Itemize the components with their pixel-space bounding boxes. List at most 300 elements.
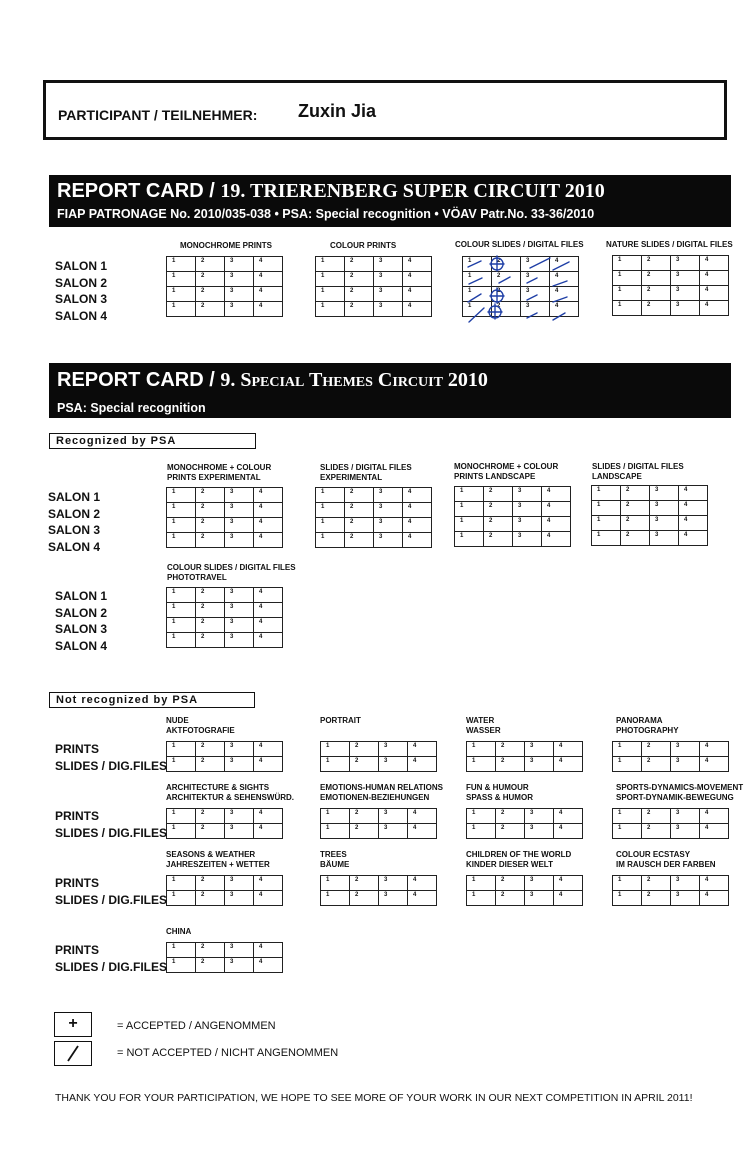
grid-cell: 4 [254, 943, 283, 958]
grid-cell: 1 [316, 488, 345, 503]
grid-cell: 1 [167, 876, 196, 891]
grid-row [316, 503, 432, 518]
grid-row [167, 876, 283, 891]
theme-title [320, 783, 443, 802]
salon-label: SALON 1 [48, 490, 101, 504]
report-2-salon-labels [48, 489, 100, 555]
participant-name: Zuxin Jia [298, 101, 377, 121]
report-card-2-subtitle: PSA: Special recognition [57, 401, 206, 415]
grid-row [467, 809, 583, 824]
theme-title-line: PANORAMA [616, 716, 663, 725]
grid-cell: 1 [321, 809, 350, 824]
grid-cell: 2 [345, 503, 374, 518]
grid-row [167, 824, 283, 839]
grid-cell: 4 [700, 824, 729, 839]
grid-row [321, 876, 437, 891]
grid-cell: 2 [496, 876, 525, 891]
grid-cell: 1 [613, 742, 642, 757]
grid-row [316, 287, 432, 302]
grid-row [167, 518, 283, 533]
grid-cell: 3 [521, 257, 550, 272]
grid-row [316, 257, 432, 272]
report-title-circuit: 19. TRIERENBERG SUPER CIRCUIT 2010 [220, 180, 605, 202]
grid-cell: 2 [196, 824, 225, 839]
grid-row [455, 532, 571, 547]
grid-monochrome-prints [166, 256, 283, 317]
grid-cell: 2 [484, 502, 513, 517]
grid-cell: 1 [316, 302, 345, 317]
grid-cell: 4 [254, 302, 283, 317]
grid-cell: 3 [225, 272, 254, 287]
section-title-line: PHOTOTRAVEL [167, 572, 227, 582]
theme-grid [320, 808, 437, 839]
grid-cell: 3 [671, 809, 700, 824]
theme-title [166, 716, 235, 735]
grid-cell: 3 [379, 742, 408, 757]
section-title-line: PRINTS LANDSCAPE [454, 471, 536, 481]
theme-title [466, 783, 533, 802]
grid-cell: 1 [321, 742, 350, 757]
grid-row [592, 486, 708, 501]
grid-row [167, 742, 283, 757]
grid-cell: 4 [554, 824, 583, 839]
grid-cell: 2 [345, 533, 374, 548]
theme-grid [320, 875, 437, 906]
grid-cell: 1 [316, 287, 345, 302]
grid-cell: 1 [167, 943, 196, 958]
theme-title [166, 927, 191, 937]
grid-cell: 1 [167, 518, 196, 533]
grid-phototravel [166, 587, 283, 648]
section-title-line: EXPERIMENTAL [320, 472, 383, 482]
grid-cell: 2 [196, 891, 225, 906]
grid-cell: 3 [225, 533, 254, 548]
theme-title-line: FUN & HUMOUR [466, 783, 529, 792]
grid-cell: 1 [463, 272, 492, 287]
grid-cell: 2 [196, 257, 225, 272]
grid-cell: 3 [225, 742, 254, 757]
grid-cell: 1 [167, 824, 196, 839]
grid-row [167, 257, 283, 272]
grid-cell: 3 [374, 488, 403, 503]
report-card-1-banner [49, 175, 731, 227]
grid-row [167, 287, 283, 302]
grid-cell: 1 [613, 256, 642, 271]
grid-cell: 2 [642, 271, 671, 286]
salon-label: SALON 3 [48, 523, 101, 537]
grid-cell: 3 [513, 487, 542, 502]
grid-cell: 4 [254, 533, 283, 548]
grid-cell: 3 [225, 618, 254, 633]
grid-cell: 2 [196, 503, 225, 518]
report-title-separator: / [209, 180, 215, 202]
grid-cell: 4 [679, 516, 708, 531]
grid-cell: 3 [225, 257, 254, 272]
grid-cell: 1 [167, 742, 196, 757]
grid-colour-prints [315, 256, 432, 317]
grid-cell: 2 [484, 517, 513, 532]
grid-cell: 1 [467, 891, 496, 906]
grid-cell: 3 [374, 287, 403, 302]
grid-cell: 4 [403, 272, 432, 287]
theme-title-line: PHOTOGRAPHY [616, 725, 679, 735]
theme-title [320, 850, 349, 869]
participant-box [43, 80, 727, 140]
grid-cell: 3 [650, 486, 679, 501]
grid-cell: 1 [592, 501, 621, 516]
grid-row [316, 272, 432, 287]
grid-cell: 3 [379, 891, 408, 906]
grid-cell: 4 [700, 809, 729, 824]
grid-cell: 3 [671, 271, 700, 286]
grid-row [167, 272, 283, 287]
grid-cell: 3 [671, 824, 700, 839]
grid-cell: 1 [167, 488, 196, 503]
grid-cell: 3 [225, 302, 254, 317]
grid-cell: 4 [254, 891, 283, 906]
grid-cell: 3 [225, 891, 254, 906]
section-phototravel [167, 563, 296, 582]
grid-cell: 4 [700, 256, 729, 271]
grid-cell: 2 [345, 302, 374, 317]
grid-cell: 3 [671, 876, 700, 891]
grid-row [455, 517, 571, 532]
theme-grid [466, 875, 583, 906]
grid-row [467, 757, 583, 772]
grid-cell: 4 [254, 824, 283, 839]
grid-row [455, 487, 571, 502]
grid-colour-slides [462, 256, 579, 317]
grid-cell: 3 [225, 633, 254, 648]
grid-row [613, 742, 729, 757]
section-colour-slides: COLOUR SLIDES / DIGITAL FILES [455, 240, 584, 249]
grid-cell: 3 [374, 257, 403, 272]
grid-cell: 2 [642, 876, 671, 891]
grid-cell: 1 [316, 503, 345, 518]
grid-cell: 3 [671, 742, 700, 757]
row-label: SLIDES / DIG.FILES [55, 758, 168, 773]
grid-cell: 2 [345, 518, 374, 533]
grid-cell: 1 [467, 876, 496, 891]
theme-title [320, 716, 361, 726]
grid-cell: 2 [196, 876, 225, 891]
grid-cell: 1 [167, 272, 196, 287]
grid-cell: 3 [671, 757, 700, 772]
grid-cell: 1 [321, 876, 350, 891]
grid-cell: 2 [642, 824, 671, 839]
grid-cell: 4 [408, 742, 437, 757]
accepted-legend-text: = ACCEPTED / ANGENOMMEN [117, 1020, 276, 1032]
salon-label: SALON 2 [55, 605, 108, 620]
grid-cell: 3 [671, 891, 700, 906]
grid-cell: 2 [642, 256, 671, 271]
grid-cell: 1 [463, 302, 492, 317]
grid-cell: 2 [484, 532, 513, 547]
section-monochrome-colour-experimental [167, 463, 271, 482]
grid-cell: 2 [350, 742, 379, 757]
theme-title-line: SPASS & HUMOR [466, 792, 533, 802]
grid-cell: 2 [621, 486, 650, 501]
grid-row [167, 302, 283, 317]
grid-cell: 1 [455, 502, 484, 517]
grid-cell: 4 [550, 257, 579, 272]
grid-cell: 2 [345, 272, 374, 287]
grid-cell: 2 [642, 891, 671, 906]
grid-cell: 1 [167, 257, 196, 272]
grid-cell: 4 [542, 532, 571, 547]
section-monochrome-colour-landscape [454, 462, 558, 481]
theme-grid [166, 808, 283, 839]
report-title-separator: / [209, 369, 215, 391]
section-slides-landscape [592, 462, 684, 481]
theme-title-line: NUDE [166, 716, 189, 725]
theme-title-line: COLOUR ECSTASY [616, 850, 691, 859]
grid-cell: 3 [671, 286, 700, 301]
theme-row-labels [55, 875, 167, 908]
theme-title-line: BÄUME [320, 859, 350, 869]
grid-cell: 2 [642, 286, 671, 301]
grid-row [455, 502, 571, 517]
grid-cell: 4 [550, 287, 579, 302]
grid-cell: 2 [196, 588, 225, 603]
grid-cell: 1 [592, 516, 621, 531]
grid-row [613, 757, 729, 772]
grid-cell: 2 [350, 891, 379, 906]
report-title-circuit: 9. Special Themes Circuit 2010 [220, 369, 488, 391]
grid-row [167, 488, 283, 503]
grid-cell: 3 [225, 588, 254, 603]
grid-cell: 1 [167, 503, 196, 518]
grid-cell: 2 [345, 488, 374, 503]
grid-row [467, 742, 583, 757]
salon-label: SALON 1 [55, 259, 108, 273]
grid-cell: 1 [463, 287, 492, 302]
grid-cell: 4 [679, 486, 708, 501]
grid-cell: 4 [408, 824, 437, 839]
grid-cell: 4 [554, 809, 583, 824]
grid-row [463, 287, 579, 302]
grid-cell: 2 [496, 742, 525, 757]
theme-title-line: CHINA [166, 927, 192, 936]
grid-cell: 1 [321, 824, 350, 839]
grid-row [613, 891, 729, 906]
grid-cell: 3 [379, 809, 408, 824]
grid-cell: 2 [621, 516, 650, 531]
not-recognized-by-psa-label: Not recognized by PSA [49, 692, 255, 708]
grid-cell: 3 [650, 516, 679, 531]
grid-row [167, 958, 283, 973]
grid-cell: 4 [700, 757, 729, 772]
grid-cell: 4 [550, 302, 579, 317]
grid-row [167, 533, 283, 548]
row-label: SLIDES / DIG.FILES [55, 892, 168, 907]
theme-title-line: WATER [466, 716, 495, 725]
grid-cell: 1 [455, 532, 484, 547]
salon-label: SALON 1 [55, 589, 108, 603]
grid-cell: 2 [350, 824, 379, 839]
grid-row [167, 633, 283, 648]
grid-cell: 4 [700, 891, 729, 906]
grid-row [316, 488, 432, 503]
grid-cell: 2 [621, 501, 650, 516]
theme-row-labels [55, 942, 167, 975]
grid-cell: 1 [455, 517, 484, 532]
grid-cell: 2 [196, 603, 225, 618]
section-title-line: MONOCHROME + COLOUR [454, 462, 559, 471]
footer-thank-you: THANK YOU FOR YOUR PARTICIPATION, WE HOPE TO SEE MORE OF YOUR WORK IN OUR NEXT COMPETITION IN APRIL 2011! [55, 1092, 693, 1104]
grid-cell: 4 [403, 533, 432, 548]
theme-grid [320, 741, 437, 772]
section-title-line: PRINTS EXPERIMENTAL [167, 472, 261, 482]
row-label: SLIDES / DIG.FILES [55, 959, 168, 974]
section-title-line: SLIDES / DIGITAL FILES [592, 462, 684, 471]
grid-cell: 3 [225, 943, 254, 958]
grid-row [613, 809, 729, 824]
theme-title-line: JAHRESZEITEN + WETTER [166, 859, 270, 869]
grid-cell: 3 [374, 533, 403, 548]
grid-cell: 2 [642, 809, 671, 824]
grid-cell: 1 [167, 633, 196, 648]
grid-cell: 1 [463, 257, 492, 272]
grid-cell: 1 [167, 588, 196, 603]
grid-cell: 2 [492, 287, 521, 302]
grid-cell: 4 [254, 257, 283, 272]
grid-cell: 2 [345, 287, 374, 302]
grid-cell: 4 [403, 302, 432, 317]
grid-cell: 3 [225, 518, 254, 533]
salon-label: SALON 4 [55, 308, 108, 323]
theme-title [466, 716, 501, 735]
slash-icon [55, 1042, 91, 1064]
grid-cell: 3 [379, 876, 408, 891]
grid-row [463, 257, 579, 272]
grid-cell: 3 [379, 757, 408, 772]
salon-label: SALON 3 [55, 292, 108, 306]
grid-row [613, 824, 729, 839]
grid-cell: 2 [196, 302, 225, 317]
theme-title-line: TREES [320, 850, 347, 859]
grid-cell: 3 [225, 757, 254, 772]
grid-cell: 2 [492, 272, 521, 287]
grid-cell: 1 [613, 876, 642, 891]
grid-cell: 1 [167, 287, 196, 302]
grid-cell: 1 [613, 891, 642, 906]
report-title-prefix: REPORT CARD [57, 180, 204, 202]
grid-cell: 2 [345, 257, 374, 272]
grid-cell: 4 [254, 958, 283, 973]
grid-cell: 4 [408, 891, 437, 906]
grid-cell: 1 [167, 618, 196, 633]
grid-cell: 4 [403, 503, 432, 518]
section-monochrome-prints: MONOCHROME PRINTS [180, 241, 272, 250]
grid-cell: 4 [408, 757, 437, 772]
grid-cell: 4 [254, 757, 283, 772]
salon-label: SALON 2 [55, 275, 108, 290]
section-title-line: LANDSCAPE [592, 471, 642, 481]
grid-cell: 4 [254, 503, 283, 518]
grid-cell: 1 [167, 757, 196, 772]
row-label: PRINTS [55, 809, 100, 823]
theme-title-line: KINDER DIESER WELT [466, 859, 553, 869]
row-label: PRINTS [55, 742, 100, 756]
grid-cell: 2 [350, 876, 379, 891]
grid-cell: 1 [467, 824, 496, 839]
grid-cell: 3 [374, 302, 403, 317]
grid-cell: 2 [196, 272, 225, 287]
grid-cell: 4 [554, 742, 583, 757]
theme-grid [166, 875, 283, 906]
theme-title-line: ARCHITECTURE & SIGHTS [166, 783, 270, 792]
grid-cell: 3 [525, 809, 554, 824]
grid-cell: 4 [254, 488, 283, 503]
theme-title-line: AKTFOTOGRAFIE [166, 725, 235, 735]
grid-cell: 1 [455, 487, 484, 502]
grid-row [167, 809, 283, 824]
grid-cell: 2 [642, 301, 671, 316]
grid-row [592, 531, 708, 546]
grid-row [321, 742, 437, 757]
grid-cell: 4 [554, 757, 583, 772]
grid-cell: 3 [671, 301, 700, 316]
row-label: PRINTS [55, 943, 100, 957]
grid-cell: 3 [513, 502, 542, 517]
grid-cell: 1 [467, 809, 496, 824]
theme-title [466, 850, 571, 869]
theme-title [616, 783, 743, 802]
grid-cell: 4 [403, 287, 432, 302]
grid-row [316, 302, 432, 317]
report-card-1-subtitle: FIAP PATRONAGE No. 2010/035-038 • PSA: Special recognition • VÖAV Patr.No. 33-36/2010 [57, 207, 595, 221]
grid-cell: 3 [525, 824, 554, 839]
grid-nature-slides [612, 255, 729, 316]
theme-grid [612, 875, 729, 906]
section-slides-experimental [320, 463, 412, 482]
grid-monochrome-colour-experimental [166, 487, 283, 548]
grid-cell: 4 [542, 517, 571, 532]
grid-cell: 3 [650, 501, 679, 516]
grid-cell: 4 [254, 603, 283, 618]
grid-row [321, 809, 437, 824]
grid-cell: 2 [350, 809, 379, 824]
grid-cell: 2 [350, 757, 379, 772]
grid-cell: 3 [225, 824, 254, 839]
grid-row [592, 501, 708, 516]
report-1-salon-labels [55, 258, 107, 324]
row-label: PRINTS [55, 876, 100, 890]
grid-cell: 4 [550, 272, 579, 287]
grid-cell: 2 [642, 757, 671, 772]
grid-row [316, 533, 432, 548]
grid-cell: 2 [196, 958, 225, 973]
grid-cell: 4 [679, 531, 708, 546]
grid-cell: 2 [196, 757, 225, 772]
grid-row [463, 272, 579, 287]
grid-cell: 4 [554, 876, 583, 891]
grid-cell: 1 [167, 958, 196, 973]
grid-row [613, 301, 729, 316]
grid-cell: 4 [700, 876, 729, 891]
theme-title-line: ARCHITEKTUR & SEHENSWÜRD. [166, 792, 294, 802]
grid-row [167, 757, 283, 772]
grid-cell: 4 [700, 301, 729, 316]
salon-label: SALON 4 [48, 539, 101, 554]
theme-title-line: IM RAUSCH DER FARBEN [616, 859, 716, 869]
grid-row [463, 302, 579, 317]
participant-label: PARTICIPANT / TEILNEHMER: [58, 107, 258, 123]
grid-cell: 4 [700, 742, 729, 757]
grid-cell: 2 [196, 633, 225, 648]
grid-cell: 4 [254, 588, 283, 603]
